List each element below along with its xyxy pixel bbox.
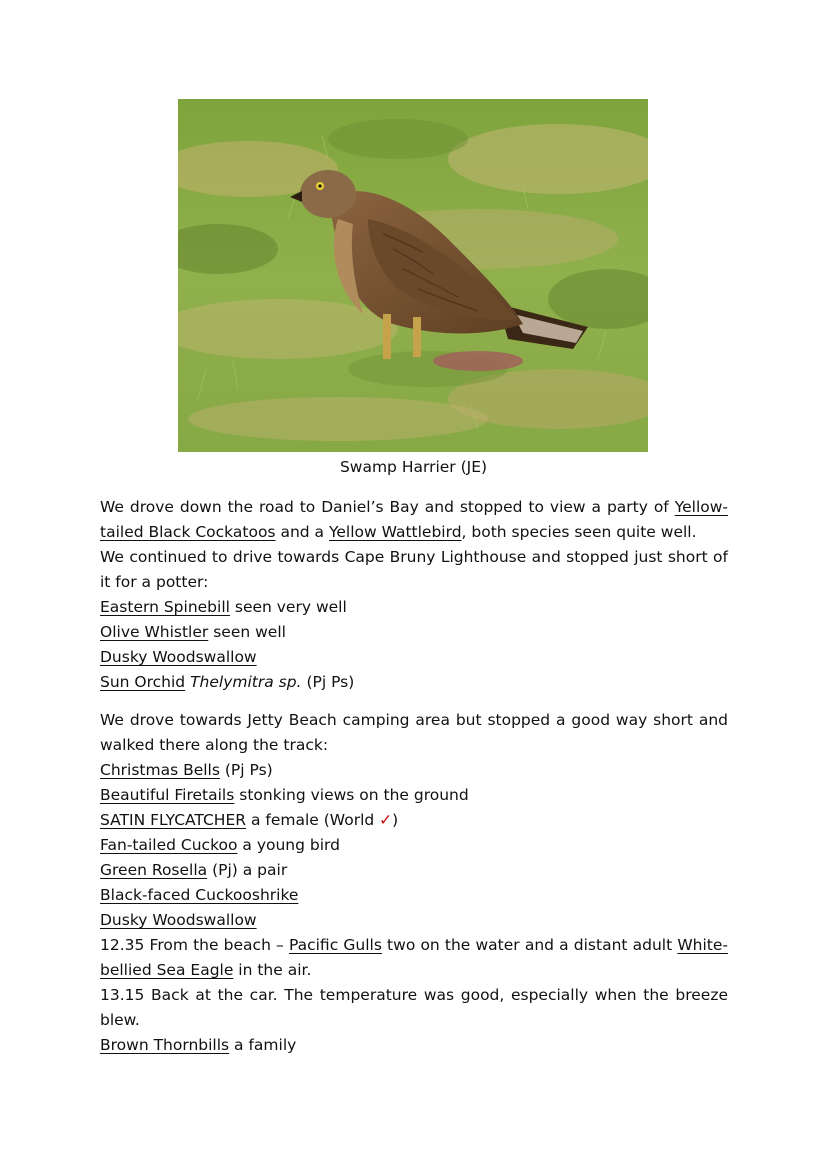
species-pacific-gulls: Pacific Gulls <box>288 936 382 954</box>
species-note: stonking views on the ground <box>234 786 469 804</box>
species-yellow-tailed-black-cockatoos: Yellow-tailed Black Cockatoos <box>100 498 728 541</box>
list-item <box>100 908 728 933</box>
species-name: Sun Orchid <box>100 673 186 691</box>
beach-text-3: in the air. <box>233 961 312 979</box>
list-item <box>100 758 728 783</box>
species-white-bellied-sea-eagle: White-bellied Sea Eagle <box>100 936 729 979</box>
species-name: Green Rosella <box>100 861 208 879</box>
species-name: Brown Thornbills <box>100 1036 230 1054</box>
beach-text-2: two on the water and a distant adult <box>381 936 678 954</box>
species-note: seen very well <box>229 598 347 616</box>
list-item <box>100 1033 728 1058</box>
species-note: a young bird <box>237 836 340 854</box>
checkmark-icon: ✓ <box>379 811 393 829</box>
list-item <box>100 783 728 808</box>
species-name: Beautiful Firetails <box>100 786 235 804</box>
text-block-1 <box>100 495 728 695</box>
species-note: (Pj) a pair <box>207 861 288 879</box>
species-note: a female (World <box>246 811 380 829</box>
intro-text-2: and a <box>275 523 329 541</box>
list-item <box>100 595 728 620</box>
species-note: (Pj Ps) <box>301 673 355 691</box>
list-item <box>100 808 728 833</box>
species-name: Christmas Bells <box>100 761 220 779</box>
species-name: SATIN FLYCATCHER <box>100 811 247 829</box>
intro-text-1: We drove down the road to Daniel’s Bay and stopped to view a party of <box>100 498 675 516</box>
swamp-harrier-photo <box>178 99 648 452</box>
jetty-beach-paragraph: We drove towards Jetty Beach camping area but stopped a good way short and walked there along the track: <box>100 711 728 754</box>
note-close: ) <box>392 811 399 829</box>
list-item <box>100 645 728 670</box>
species-name: Fan-tailed Cuckoo <box>100 836 238 854</box>
species-yellow-wattlebird: Yellow Wattlebird <box>328 523 462 541</box>
intro-paragraph <box>100 495 728 545</box>
photo-caption: Swamp Harrier (JE) <box>339 458 488 476</box>
lighthouse-paragraph: We continued to drive towards Cape Bruny Lighthouse and stopped just short of it for a potter: <box>100 548 728 591</box>
list-item <box>100 883 728 908</box>
beach-paragraph <box>100 933 728 983</box>
list-item <box>100 858 728 883</box>
list-item <box>100 670 728 695</box>
species-name: Dusky Woodswallow <box>100 911 257 929</box>
species-name: Eastern Spinebill <box>100 598 230 616</box>
scientific-name: Thelymitra sp. <box>190 673 302 691</box>
car-paragraph: 13.15 Back at the car. The temperature was good, especially when the breeze blew. <box>100 986 728 1029</box>
photo-illustration <box>178 99 648 452</box>
species-name: Dusky Woodswallow <box>100 648 257 666</box>
beach-text-1: 12.35 From the beach – <box>100 936 289 954</box>
intro-text-3: , both species seen quite well. <box>461 523 697 541</box>
species-name: Black-faced Cuckooshrike <box>100 886 299 904</box>
list-item <box>100 620 728 645</box>
text-block-2 <box>100 708 728 1058</box>
species-note: (Pj Ps) <box>219 761 273 779</box>
list-item <box>100 833 728 858</box>
species-note: seen well <box>208 623 286 641</box>
species-name: Olive Whistler <box>100 623 209 641</box>
species-note: a family <box>229 1036 297 1054</box>
